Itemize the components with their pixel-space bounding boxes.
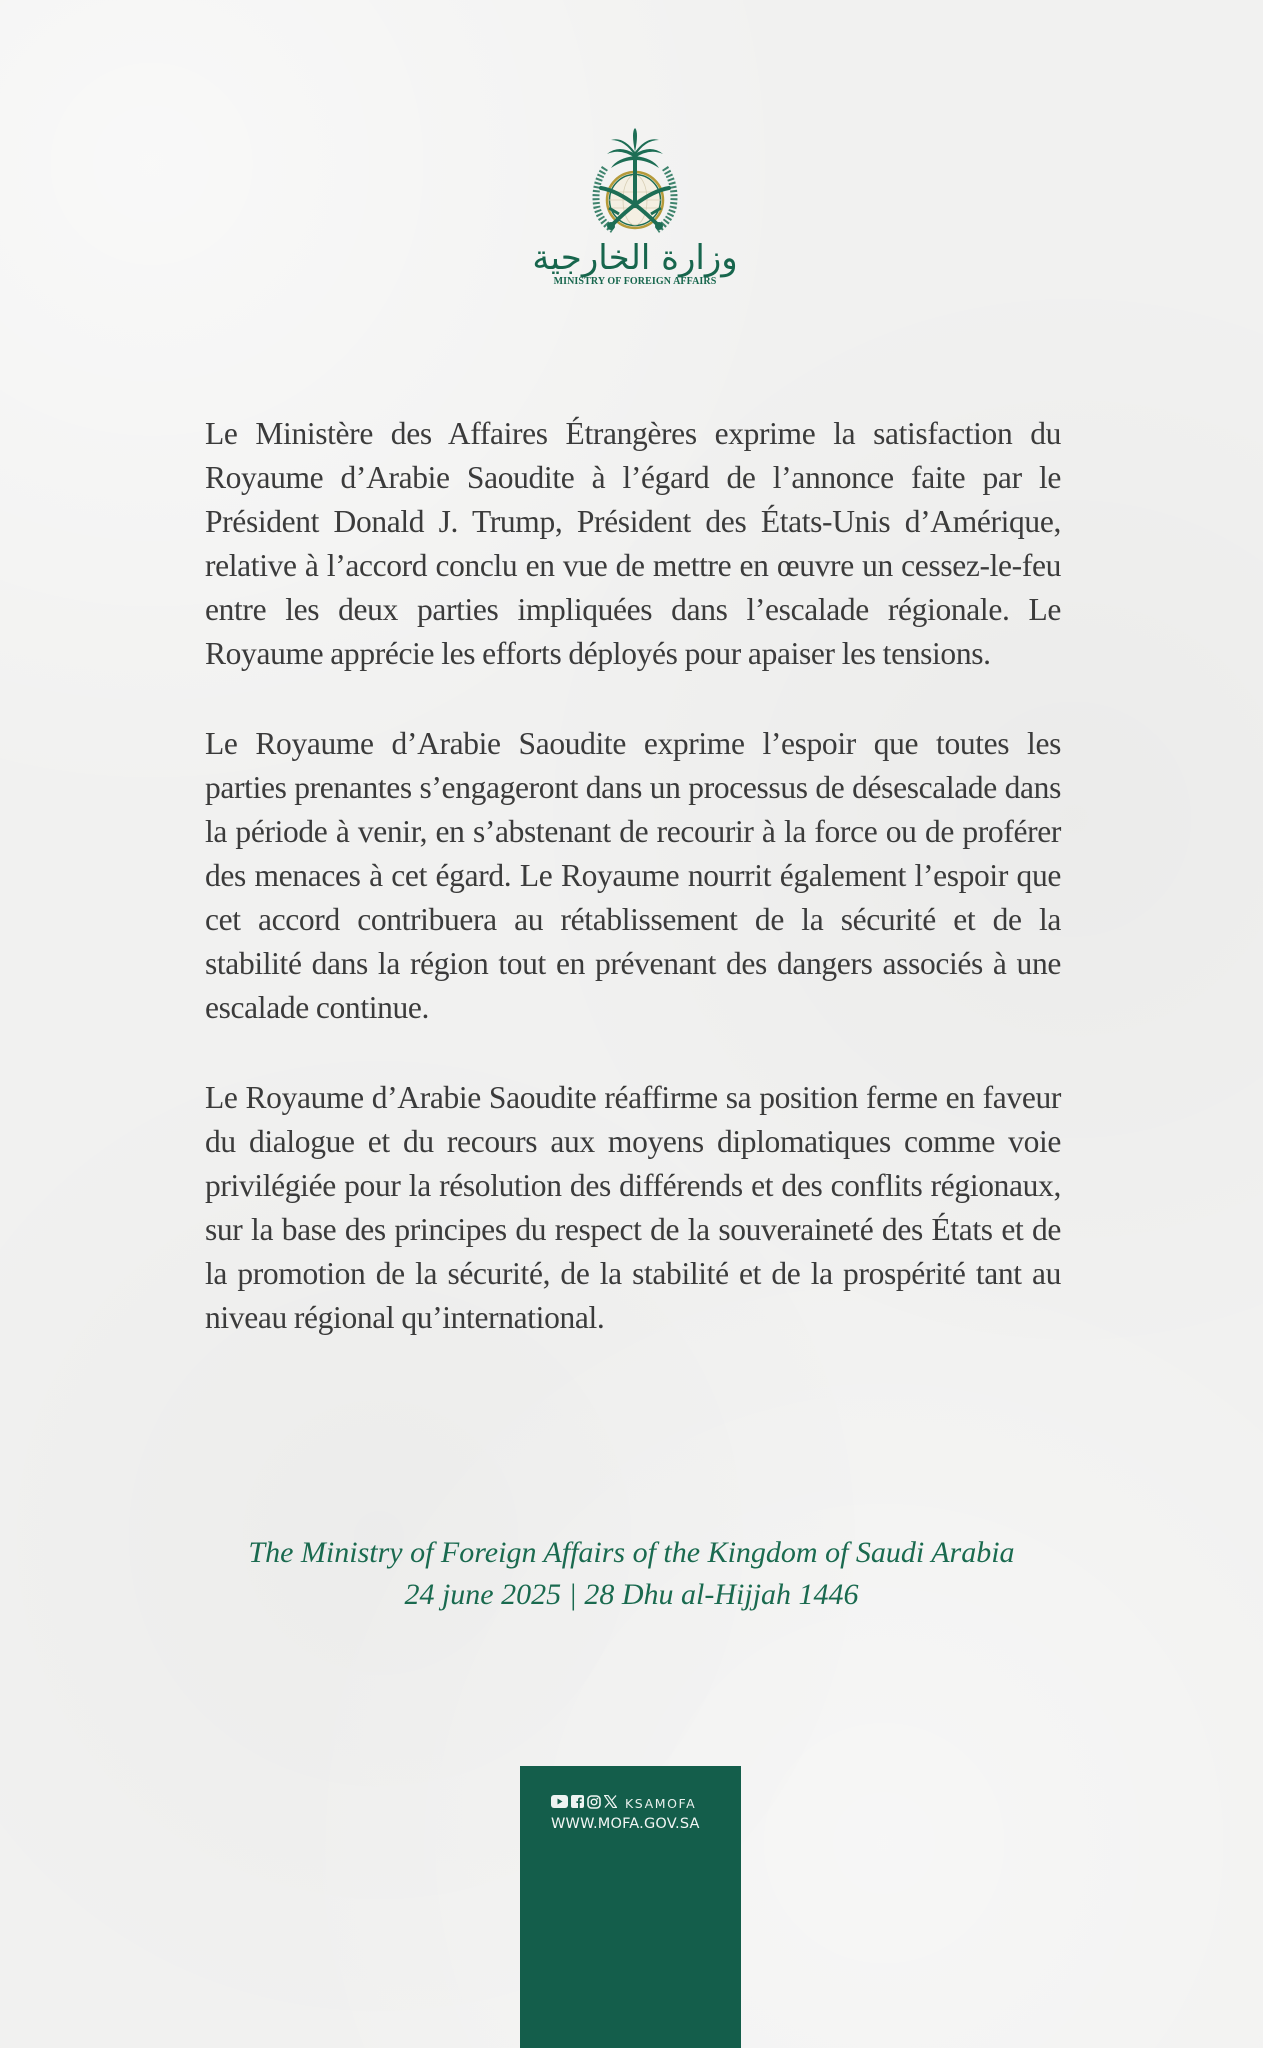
signature-date: 24 june 2025 | 28 Dhu al-Hijjah 1446 xyxy=(404,1578,859,1611)
footer-contact-panel xyxy=(520,1766,741,2048)
saudi-emblem-icon xyxy=(575,128,695,240)
statement-paragraph-3: Le Royaume d’Arabie Saoudite réaffirme sa position ferme en faveur du dialogue et du recours aux moyens diplomatiques comme voie privilégiée pour la résolution des différends et des conflits régionaux, sur la base des principes du respect de la souveraineté des États et de la promotion de la sécurité, de la stabilité et de la prospérité tant au niveau régional qu’international. xyxy=(205,1080,1061,1335)
statement-body xyxy=(205,412,1061,1386)
ministry-arabic-name: وزارة الخارجية xyxy=(532,238,738,278)
social-handle[interactable]: KSAMOFA xyxy=(625,1796,697,1811)
facebook-icon[interactable] xyxy=(571,1795,584,1813)
instagram-icon[interactable] xyxy=(587,1795,601,1814)
signature-block xyxy=(150,1532,1113,1616)
ministry-english-name: MINISTRY OF FOREIGN AFFAIRS xyxy=(553,276,717,287)
x-icon[interactable] xyxy=(604,1795,617,1813)
ministry-logo xyxy=(530,128,740,318)
website-link[interactable]: WWW.MOFA.GOV.SA xyxy=(551,1816,700,1832)
youtube-icon[interactable] xyxy=(551,1795,568,1813)
statement-paragraph-2: Le Royaume d’Arabie Saoudite exprime l’espoir que toutes les parties prenantes s’engageront dans un processus de désescalade dans la période à venir, en s’abstenant de recourir à la force ou de proférer des menaces à cet égard. Le Royaume nourrit également l’espoir que cet accord contribuera au rétablissement de la sécurité et de la stabilité dans la région tout en prévenant des dangers associés à une escalade continue. xyxy=(205,726,1061,1025)
social-links xyxy=(551,1796,696,1812)
signature-issuer: The Ministry of Foreign Affairs of the Kingdom of Saudi Arabia xyxy=(248,1536,1015,1569)
statement-paragraph-1: Le Ministère des Affaires Étrangères exprime la satisfaction du Royaume d’Arabie Saoudite à l’égard de l’annonce faite par le Président Donald J. Trump, Président des États-Unis d’Amérique, relative à l’accord conclu en vue de mettre en œuvre un cessez-le-feu entre les deux parties impliquées dans l’escalade régionale. Le Royaume apprécie les efforts déployés pour apaiser les tensions. xyxy=(205,416,1061,671)
